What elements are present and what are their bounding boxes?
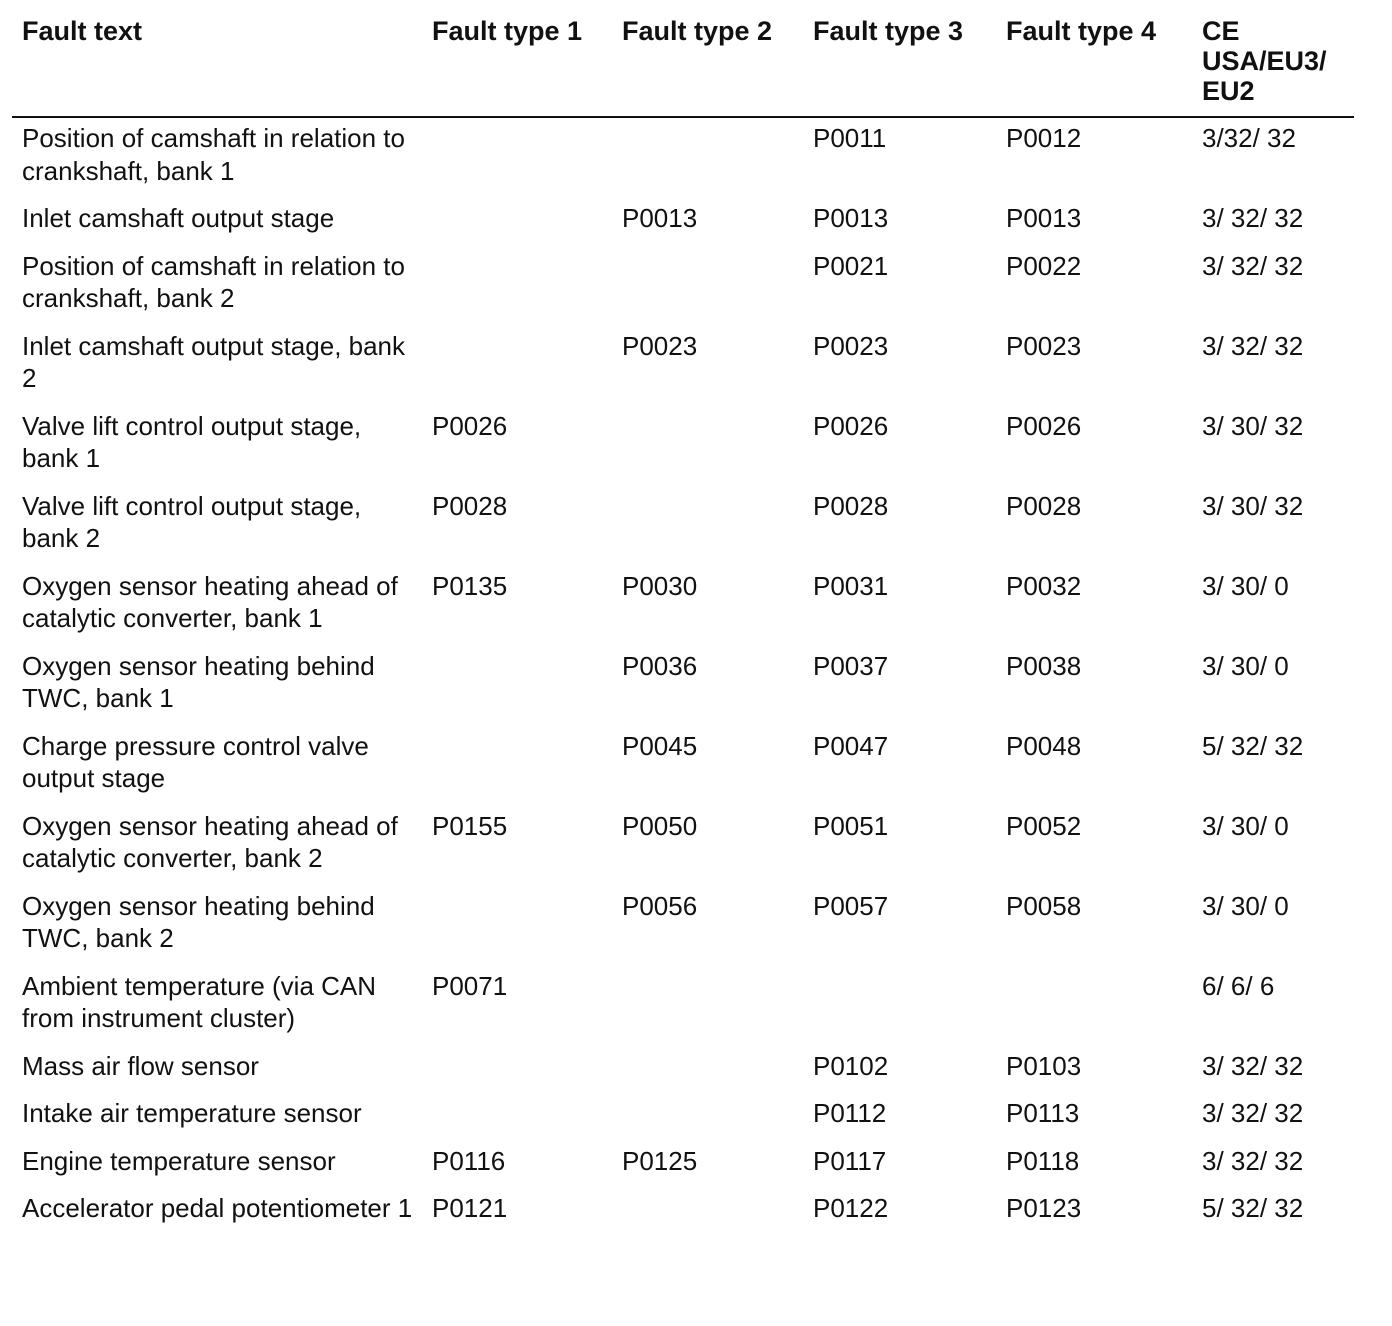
cell-fault-type-1 [422,246,612,326]
cell-fault-type-1 [422,326,612,406]
cell-fault-type-3: P0057 [813,890,889,921]
table-row [12,726,1354,806]
cell-fault-type-1: P0116 [432,1145,506,1176]
cell-fault-type-3: P0102 [813,1050,889,1081]
cell-fault-type-3: P0021 [813,250,889,281]
cell-fault-type-4: P0052 [1006,810,1082,841]
cell-fault-type-1 [422,1046,612,1094]
cell-fault-type-2: P0125 [622,1145,698,1176]
cell-fault-type-3: P0117 [813,1145,887,1176]
header-fault-type-4: Fault type 4 [996,12,1192,117]
header-ce [1192,12,1354,117]
cell-fault-type-2: P0013 [622,203,698,233]
cell-fault-text: Inlet camshaft output stage, bank 2 [22,330,406,393]
cell-ce: 3/32/ 32 [1202,123,1296,153]
cell-ce: 3/ 32/ 32 [1202,203,1304,233]
table-row [12,246,1354,326]
cell-fault-type-1: P0071 [432,970,508,1001]
cell-fault-text: Oxygen sensor heating ahead of catalytic converter, bank 2 [22,810,398,873]
cell-fault-type-1: P0155 [432,810,508,841]
cell-fault-type-2: P0030 [622,570,698,601]
cell-fault-type-2 [612,966,803,1046]
cell-fault-type-2 [612,1093,803,1141]
cell-fault-type-1 [422,726,612,806]
cell-fault-type-4: P0123 [1006,1193,1082,1223]
cell-ce: 3/ 30/ 32 [1202,490,1304,521]
table-header [12,12,1354,117]
cell-fault-type-4: P0023 [1006,330,1082,361]
table-row [12,198,1354,246]
cell-fault-text: Mass air flow sensor [22,1050,259,1081]
cell-fault-type-4: P0113 [1006,1098,1080,1128]
cell-fault-type-3 [803,966,996,1046]
table-row [12,966,1354,1046]
cell-fault-text: Inlet camshaft output stage [22,203,335,233]
cell-fault-type-4: P0058 [1006,890,1082,921]
cell-fault-type-3: P0023 [813,330,889,361]
cell-fault-type-2: P0056 [622,890,698,921]
cell-fault-type-2: P0045 [622,730,698,761]
cell-fault-text: Oxygen sensor heating ahead of catalytic converter, bank 1 [22,570,398,633]
cell-fault-type-3: P0013 [813,203,889,233]
cell-fault-text: Position of camshaft in relation to crankshaft, bank 2 [22,250,405,313]
cell-ce: 3/ 30/ 0 [1202,650,1289,681]
cell-fault-text: Accelerator pedal potentiometer 1 [22,1193,413,1223]
cell-fault-type-2 [612,117,803,198]
cell-fault-type-4: P0026 [1006,410,1082,441]
cell-ce: 3/ 32/ 32 [1202,1050,1304,1081]
cell-ce: 3/ 32/ 32 [1202,250,1304,281]
cell-ce: 6/ 6/ 6 [1202,970,1275,1001]
cell-fault-type-2 [612,1046,803,1094]
cell-ce: 5/ 32/ 32 [1202,730,1304,761]
cell-fault-type-3: P0026 [813,410,889,441]
cell-fault-type-4 [996,966,1192,1046]
cell-ce: 3/ 30/ 0 [1202,890,1289,921]
cell-fault-type-3: P0047 [813,730,889,761]
header-ce-line-1: CE [1202,16,1240,46]
cell-fault-type-3: P0037 [813,650,889,681]
cell-fault-type-1: P0026 [432,410,508,441]
header-ce-line-3: EU2 [1202,76,1255,106]
table-row [12,1046,1354,1094]
cell-ce: 3/ 30/ 32 [1202,410,1304,441]
cell-fault-type-4: P0103 [1006,1050,1082,1081]
table-row [12,486,1354,566]
table-row [12,806,1354,886]
cell-fault-type-2 [612,486,803,566]
table-row [12,566,1354,646]
cell-fault-type-4: P0013 [1006,203,1082,233]
table-row [12,406,1354,486]
cell-fault-text: Oxygen sensor heating behind TWC, bank 2 [22,890,375,953]
cell-fault-type-4: P0118 [1006,1145,1080,1176]
table-row [12,886,1354,966]
cell-fault-type-3: P0011 [813,123,887,153]
cell-fault-type-1 [422,117,612,198]
cell-fault-text: Valve lift control output stage, bank 1 [22,410,362,473]
cell-ce: 3/ 32/ 32 [1202,1145,1304,1176]
cell-fault-text: Intake air temperature sensor [22,1098,362,1128]
table-row [12,117,1354,198]
cell-fault-type-1 [422,886,612,966]
cell-fault-text: Valve lift control output stage, bank 2 [22,490,362,553]
header-fault-type-2: Fault type 2 [612,12,803,117]
cell-fault-type-2 [612,1188,803,1236]
table-row [12,1141,1354,1189]
cell-fault-text: Position of camshaft in relation to crankshaft, bank 1 [22,123,405,186]
header-ce-line-2: USA/EU3/ [1202,46,1327,76]
cell-fault-type-3: P0028 [813,490,889,521]
table-row [12,326,1354,406]
cell-fault-type-2 [612,406,803,486]
cell-fault-type-1: P0028 [432,490,508,521]
header-fault-type-3: Fault type 3 [803,12,996,117]
table-row [12,1188,1354,1236]
cell-fault-type-1 [422,198,612,246]
table-body [12,117,1354,1236]
fault-code-table [12,12,1354,1236]
cell-fault-text: Ambient temperature (via CAN from instrument cluster) [22,970,377,1033]
cell-fault-type-4: P0028 [1006,490,1082,521]
cell-fault-type-3: P0122 [813,1193,889,1223]
cell-fault-type-3: P0031 [813,570,889,601]
cell-fault-type-1: P0135 [432,570,508,601]
cell-fault-type-3: P0051 [813,810,889,841]
cell-fault-text: Oxygen sensor heating behind TWC, bank 1 [22,650,375,713]
cell-ce: 5/ 32/ 32 [1202,1193,1304,1223]
cell-fault-type-1 [422,646,612,726]
cell-ce: 3/ 30/ 0 [1202,810,1289,841]
cell-fault-type-4: P0012 [1006,123,1082,153]
cell-fault-type-2: P0036 [622,650,698,681]
cell-fault-type-4: P0032 [1006,570,1082,601]
cell-fault-type-2: P0023 [622,330,698,361]
cell-fault-type-3: P0112 [813,1098,887,1128]
cell-ce: 3/ 32/ 32 [1202,1098,1304,1128]
table-row [12,646,1354,726]
cell-fault-type-1: P0121 [432,1193,508,1223]
header-fault-text: Fault text [12,12,422,117]
table-row [12,1093,1354,1141]
header-fault-type-1: Fault type 1 [422,12,612,117]
cell-fault-text: Charge pressure control valve output stage [22,730,369,793]
cell-fault-type-4: P0022 [1006,250,1082,281]
cell-fault-text: Engine temperature sensor [22,1145,336,1176]
cell-fault-type-4: P0038 [1006,650,1082,681]
cell-ce: 3/ 32/ 32 [1202,330,1304,361]
cell-fault-type-2 [612,246,803,326]
cell-fault-type-1 [422,1093,612,1141]
cell-fault-type-4: P0048 [1006,730,1082,761]
cell-ce: 3/ 30/ 0 [1202,570,1289,601]
cell-fault-type-2: P0050 [622,810,698,841]
